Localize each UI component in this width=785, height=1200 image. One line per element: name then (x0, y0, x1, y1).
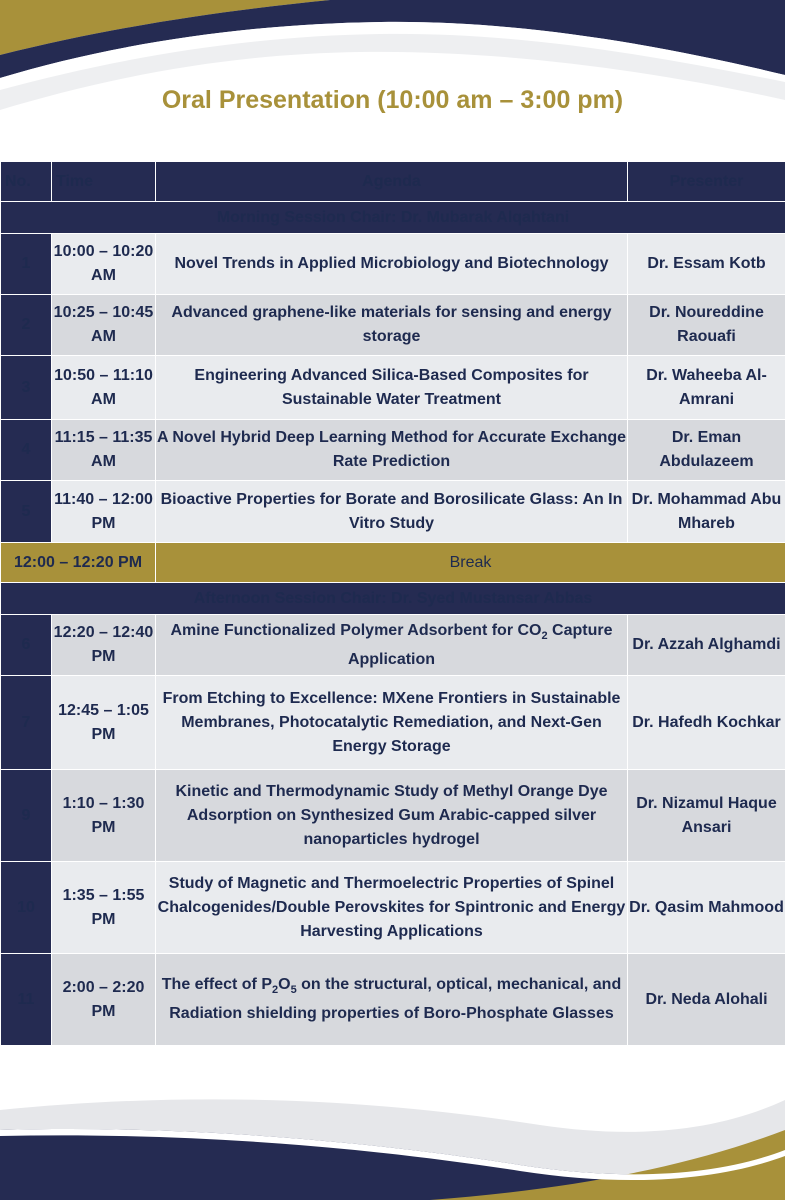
header-time: Time (52, 162, 156, 202)
row-presenter: Dr. Azzah Alghamdi (628, 615, 785, 676)
agenda-text: The effect of P (161, 976, 272, 993)
row-time: 10:50 – 11:10 AM (52, 356, 156, 420)
header-agenda: Agenda (156, 162, 628, 202)
row-number: 9 (1, 770, 52, 862)
break-time: 12:00 – 12:20 PM (1, 543, 156, 583)
row-time: 2:00 – 2:20 PM (52, 954, 156, 1046)
row-number: 1 (1, 234, 52, 295)
row-time: 1:35 – 1:55 PM (52, 862, 156, 954)
row-time: 12:45 – 1:05 PM (52, 676, 156, 770)
row-time: 10:25 – 10:45 AM (52, 295, 156, 356)
row-agenda: Novel Trends in Applied Microbiology and Biotechnology (156, 234, 628, 295)
header-row (1, 162, 785, 202)
header-no: No. (1, 162, 52, 202)
bottom-decoration (0, 1070, 785, 1200)
table-row (1, 234, 785, 295)
agenda-text: Capture Application (347, 621, 613, 668)
row-agenda: Advanced graphene-like materials for sensing and energy storage (156, 295, 628, 356)
table-row (1, 954, 785, 1046)
row-number: 4 (1, 420, 52, 481)
row-agenda (156, 954, 628, 1046)
afternoon-session-chair: Afternoon Session Chair: Dr. Syed Mustansar Abbas (1, 583, 785, 615)
agenda-text: Amine Functionalized Polymer Adsorbent for CO (170, 621, 542, 639)
subscript: 2 (272, 984, 279, 996)
row-agenda: Kinetic and Thermodynamic Study of Methyl Orange Dye Adsorption on Synthesized Gum Arabic-capped silver nanoparticles hydrogel (156, 770, 628, 862)
row-presenter: Dr. Waheeba Al-Amrani (628, 356, 785, 420)
subscript: 2 (541, 629, 548, 642)
page-title: Oral Presentation (10:00 am – 3:00 pm) (161, 86, 624, 114)
agenda-text: O (278, 976, 291, 993)
row-presenter: Dr. Eman Abdulazeem (628, 420, 785, 481)
morning-session-chair: Morning Session Chair: Dr. Mubarak Alqahtani (1, 202, 785, 234)
table-row (1, 676, 785, 770)
row-time: 12:20 – 12:40 PM (52, 615, 156, 676)
break-label: Break (156, 543, 785, 583)
row-number: 6 (1, 615, 52, 676)
table-row (1, 356, 785, 420)
row-presenter: Dr. Hafedh Kochkar (628, 676, 785, 770)
break-row (1, 543, 785, 583)
row-number: 7 (1, 676, 52, 770)
subscript: 5 (290, 984, 297, 996)
row-presenter: Dr. Qasim Mahmood (628, 862, 785, 954)
row-agenda (156, 615, 628, 676)
row-presenter: Dr. Essam Kotb (628, 234, 785, 295)
table-row (1, 295, 785, 356)
header-presenter: Presenter (628, 162, 785, 202)
table-row (1, 862, 785, 954)
row-agenda: Engineering Advanced Silica-Based Composites for Sustainable Water Treatment (156, 356, 628, 420)
row-agenda: Study of Magnetic and Thermoelectric Properties of Spinel Chalcogenides/Double Perovskites for Spintronic and Energy Harvesting Applications (156, 862, 628, 954)
table-row (1, 615, 785, 676)
row-agenda: Bioactive Properties for Borate and Borosilicate Glass: An In Vitro Study (156, 481, 628, 543)
row-agenda: A Novel Hybrid Deep Learning Method for Accurate Exchange Rate Prediction (156, 420, 628, 481)
agenda-text: on the structural, optical, mechanical, and Radiation shielding properties of Boro-Phosphate Glasses (169, 976, 622, 1022)
row-time: 11:40 – 12:00 PM (52, 481, 156, 543)
row-number: 3 (1, 356, 52, 420)
table-row (1, 770, 785, 862)
row-number: 11 (1, 954, 52, 1046)
row-presenter: Dr. Mohammad Abu Mhareb (628, 481, 785, 543)
row-number: 10 (1, 862, 52, 954)
row-time: 11:15 – 11:35 AM (52, 420, 156, 481)
row-time: 10:00 – 10:20 AM (52, 234, 156, 295)
agenda-table (0, 161, 785, 1046)
row-number: 2 (1, 295, 52, 356)
row-presenter: Dr. Noureddine Raouafi (628, 295, 785, 356)
row-time: 1:10 – 1:30 PM (52, 770, 156, 862)
row-agenda: From Etching to Excellence: MXene Frontiers in Sustainable Membranes, Photocatalytic Remediation, and Next-Gen Energy Storage (156, 676, 628, 770)
table-row (1, 420, 785, 481)
top-decoration (0, 0, 785, 160)
row-presenter: Dr. Neda Alohali (628, 954, 785, 1046)
morning-session-row (1, 202, 785, 234)
afternoon-session-row (1, 583, 785, 615)
table-row (1, 481, 785, 543)
row-number: 5 (1, 481, 52, 543)
row-presenter: Dr. Nizamul Haque Ansari (628, 770, 785, 862)
